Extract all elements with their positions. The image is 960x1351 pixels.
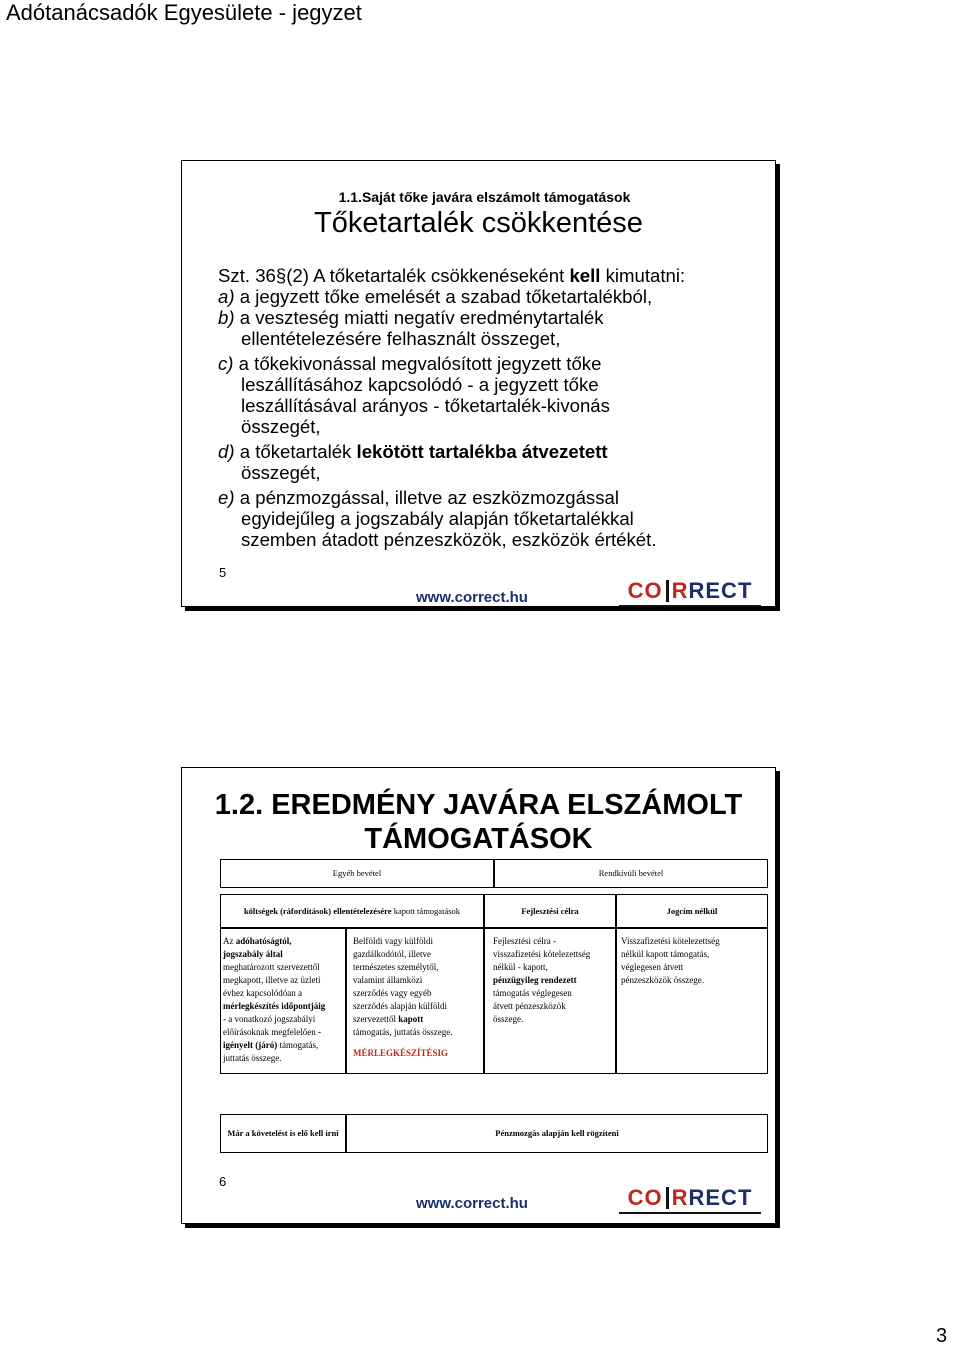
header-no-title: Jogcím nélkül bbox=[616, 894, 768, 928]
intro-line: Szt. 36§(2) A tőketartalék csökkenéseként kell kimutatni: bbox=[218, 265, 686, 286]
item-d: d) a tőketartalék lekötött tartalékba átvezetett bbox=[218, 441, 608, 462]
correct-logo: CO R RECT bbox=[619, 1184, 761, 1214]
column-development: Fejlesztési célra - visszafizetési kötelezettség nélkül - kapott, pénzügyileg rendezett támogatás véglegesen átvett pénzeszközök összege. bbox=[484, 928, 616, 1074]
slide-subtitle: 1.1.Saját tőke javára elszámolt támogatások bbox=[338, 189, 631, 205]
website-link[interactable]: www.correct.hu bbox=[416, 1195, 528, 1212]
item-e: e) a pénzmozgással, illetve az eszközmozgással bbox=[218, 487, 620, 508]
slide-6 bbox=[181, 767, 776, 1224]
slide-title: Tőketartalék csökkentése bbox=[314, 207, 643, 239]
header-other-income: Egyéb bevétel bbox=[220, 859, 494, 888]
slide-title: 1.2. EREDMÉNY JAVÁRA ELSZÁMOLT TÁMOGATÁSOK bbox=[214, 789, 743, 855]
slide-number: 5 bbox=[219, 565, 227, 580]
logo-separator bbox=[666, 580, 669, 602]
slide-5 bbox=[181, 160, 776, 607]
column-no-title: Visszafizetési kötelezettség nélkül kapott támogatás, véglegesen átvett pénzeszközök összege. bbox=[616, 928, 768, 1074]
logo-separator bbox=[666, 1187, 669, 1209]
item-a: a) a jegyzett tőke emelését a szabad tőketartalékból, bbox=[218, 286, 653, 307]
document-title: Adótanácsadók Egyesülete - jegyzet bbox=[6, 0, 362, 25]
item-c-cont: leszállításával arányos - tőketartalék-kivonás bbox=[241, 395, 610, 416]
item-c-cont: leszállításához kapcsolódó - a jegyzett tőke bbox=[241, 374, 599, 395]
item-b: b) a veszteség miatti negatív eredménytartalék bbox=[218, 307, 604, 328]
correct-logo: CO R RECT bbox=[619, 577, 761, 607]
column-domestic-foreign: Belföldi vagy külföldi gazdálkodótól, illetve természetes személytől, valamint államközi szerződés vagy egyéb szerződés alapján külföldi szervezettől kapott támogatás, juttatás összege. MÉRLEGKÉSZÍTÉSIG bbox=[346, 928, 484, 1074]
footer-receivable-note: Már a követelést is elő kell írni bbox=[220, 1114, 346, 1153]
slide-body bbox=[218, 265, 778, 550]
slide-number: 6 bbox=[219, 1174, 227, 1189]
header-cost-compensation: költségek (ráfordítások) ellentételezésére kapott támogatások bbox=[220, 894, 484, 928]
page-number: 3 bbox=[936, 1325, 948, 1347]
item-d-cont: összegét, bbox=[241, 462, 321, 483]
item-e-cont: egyidejűleg a jogszabály alapján tőketartalékkal bbox=[241, 508, 634, 529]
footer-cash-flow-note: Pénzmozgás alapján kell rögzíteni bbox=[346, 1114, 768, 1153]
section-sign: § bbox=[275, 265, 287, 286]
header-development: Fejlesztési célra bbox=[484, 894, 616, 928]
item-c-cont: összegét, bbox=[241, 416, 321, 437]
website-link[interactable]: www.correct.hu bbox=[416, 589, 528, 606]
item-b-cont: ellentételezésére felhasznált összeget, bbox=[241, 328, 561, 349]
header-extraordinary-income: Rendkívüli bevétel bbox=[494, 859, 768, 888]
item-c: c) a tőkekivonással megvalósított jegyzett tőke bbox=[218, 353, 602, 374]
column-tax-authority: Az adóhatóságtól, jogszabály által meghatározott szervezettől megkapott, illetve az üzleti évhez kapcsolódóan a mérlegkészítés időpontjáig - a vonatkozó jogszabályi előírásoknak megfelelően - igényelt (járó) támogatás, juttatás összege. bbox=[220, 928, 346, 1074]
item-e-cont: szemben átadott pénzeszközök, eszközök értékét. bbox=[241, 529, 657, 550]
